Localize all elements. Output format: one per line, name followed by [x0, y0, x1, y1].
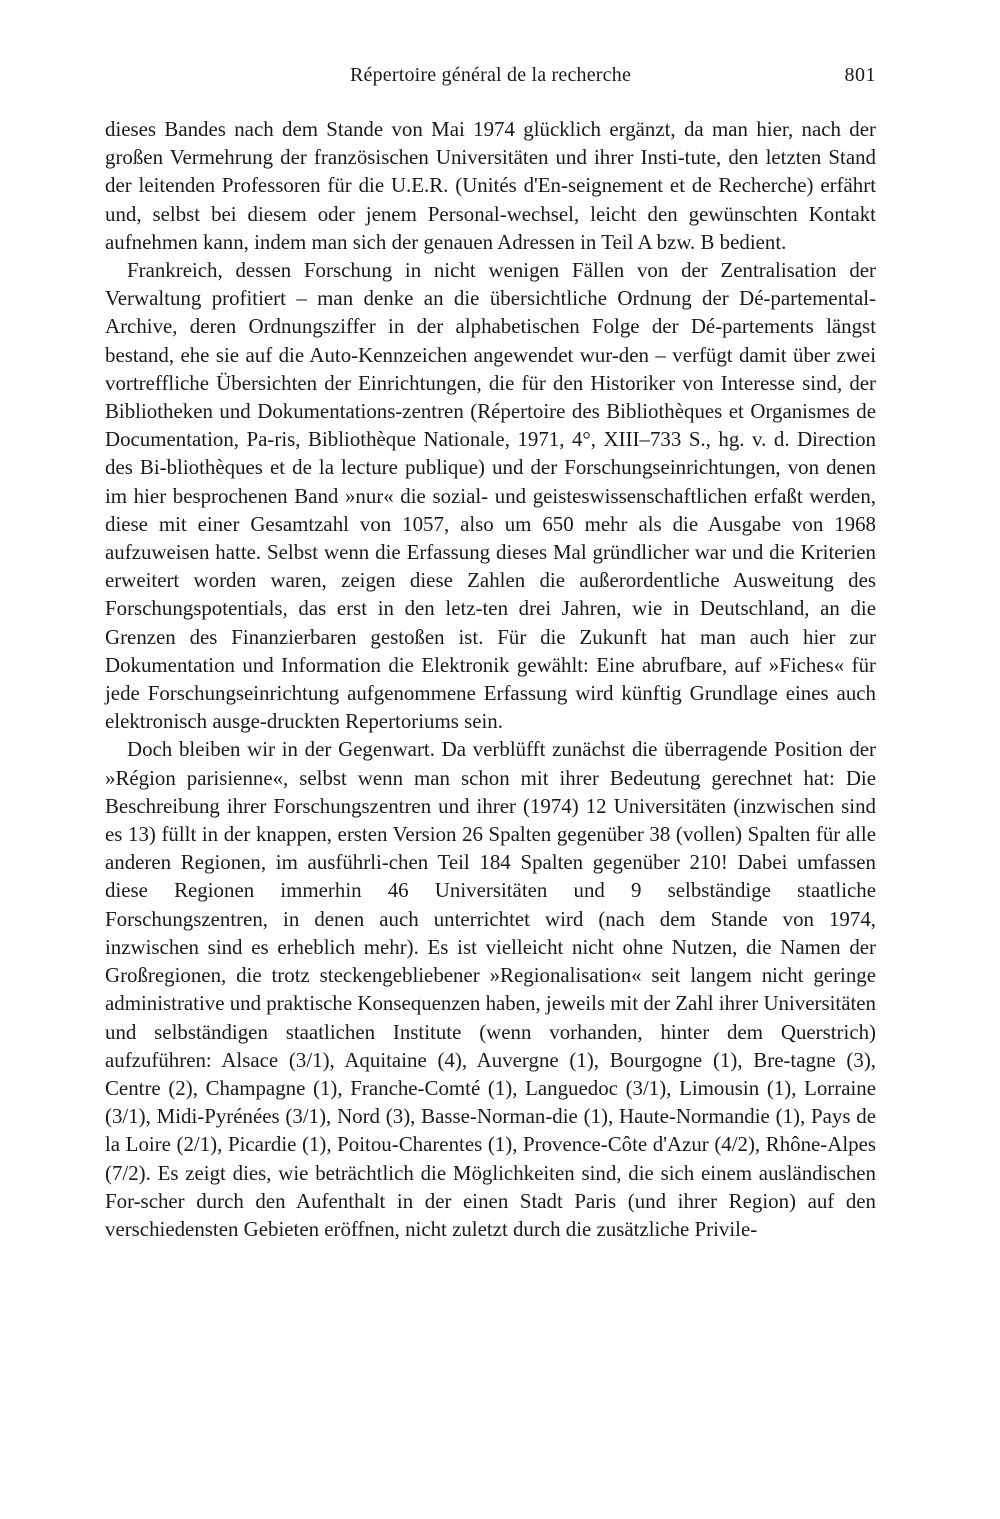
paragraph-3: Doch bleiben wir in der Gegenwart. Da verblüfft zunächst die überragende Position der »Région parisienne«, selbst wenn man schon mit ihrer Bedeutung gerechnet hat: Die Beschreibung ihrer Forschungszentren und ihrer (1974) 12 Universitäten (inzwischen sind es 13) füllt in der knappen, ersten Version 26 Spalten gegenüber 38 (vollen) Spalten für alle anderen Regionen, im ausführli-chen Teil 184 Spalten gegenüber 210! Dabei umfassen diese Regionen immerhin 46 Universitäten und 9 selbständige staatliche Forschungszentren, in denen auch unterrichtet wird (nach dem Stande von 1974, inzwischen sind es erheblich mehr). Es ist vielleicht nicht ohne Nutzen, die Namen der Großregionen, die trotz steckengebliebener »Regionalisation« seit langem nicht geringe administrative und praktische Konsequenzen haben, jeweils mit der Zahl ihrer Universitäten und selbständigen staatlichen Institute (wenn vorhanden, hinter dem Querstrich) aufzuführen: Alsace (3/1), Aquitaine (4), Auvergne (1), Bourgogne (1), Bre-tagne (3), Centre (2), Champagne (1), Franche-Comté (1), Languedoc (3/1), Limousin (1), Lorraine (3/1), Midi-Pyrénées (3/1), Nord (3), Basse-Norman-die (1), Haute-Normandie (1), Pays de la Loire (2/1), Picardie (1), Poitou-Charentes (1), Provence-Côte d'Azur (4/2), Rhône-Alpes (7/2). Es zeigt dies, wie beträchtlich die Möglichkeiten sind, die sich einem ausländischen For-scher durch den Aufenthalt in der einen Stadt Paris (und ihrer Region) auf den verschiedensten Gebieten eröffnen, nicht zuletzt durch die zusätzliche Privile- — [105, 737, 876, 1241]
body-text — [105, 115, 876, 1243]
page-number: 801 — [844, 64, 876, 86]
paragraph-1: dieses Bandes nach dem Stande von Mai 1974 glücklich ergänzt, da man hier, nach der großen Vermehrung der französischen Universitäten und ihrer Insti-tute, den letzten Stand der leitenden Professoren für die U.E.R. (Unités d'En-seignement et de Recherche) erfährt und, selbst bei diesem oder jenem Personal-wechsel, leicht den gewünschten Kontakt aufnehmen kann, indem man sich der genauen Adressen in Teil A bzw. B bedient. — [105, 117, 876, 254]
running-header — [105, 60, 876, 90]
paragraph-2: Frankreich, dessen Forschung in nicht wenigen Fällen von der Zentralisation der Verwaltung profitiert – man denke an die übersichtliche Ordnung der Dé-partemental-Archive, deren Ordnungsziffer in der alphabetischen Folge der Dé-partements längst bestand, ehe sie auf die Auto-Kennzeichen angewendet wur-den – verfügt damit über zwei vortreffliche Übersichten der Einrichtungen, die für den Historiker von Interesse sind, der Bibliotheken und Dokumentations-zentren (Répertoire des Bibliothèques et Organismes de Documentation, Pa-ris, Bibliothèque Nationale, 1971, 4°, XIII–733 S., hg. v. d. Direction des Bi-bliothèques et de la lecture publique) und der Forschungseinrichtungen, von denen im hier besprochenen Band »nur« die sozial- und geisteswissenschaftlichen erfaßt werden, diese mit einer Gesamtzahl von 1057, also um 650 mehr als die Ausgabe von 1968 aufzuweisen hatte. Selbst wenn die Erfassung dieses Mal gründlicher war und die Kriterien erweitert worden waren, zeigen diese Zahlen die außerordentliche Ausweitung des Forschungspotentials, das erst in den letz-ten drei Jahren, wie in Deutschland, an die Grenzen des Finanzierbaren gestoßen ist. Für die Zukunft hat man auch hier zur Dokumentation und Information die Elektronik gewählt: Eine abrufbare, auf »Fiches« für jede Forschungseinrichtung aufgenommene Erfassung wird künftig Grundlage eines auch elektronisch ausge-druckten Repertoriums sein. — [105, 258, 876, 734]
running-title: Répertoire général de la recherche — [349, 64, 632, 86]
